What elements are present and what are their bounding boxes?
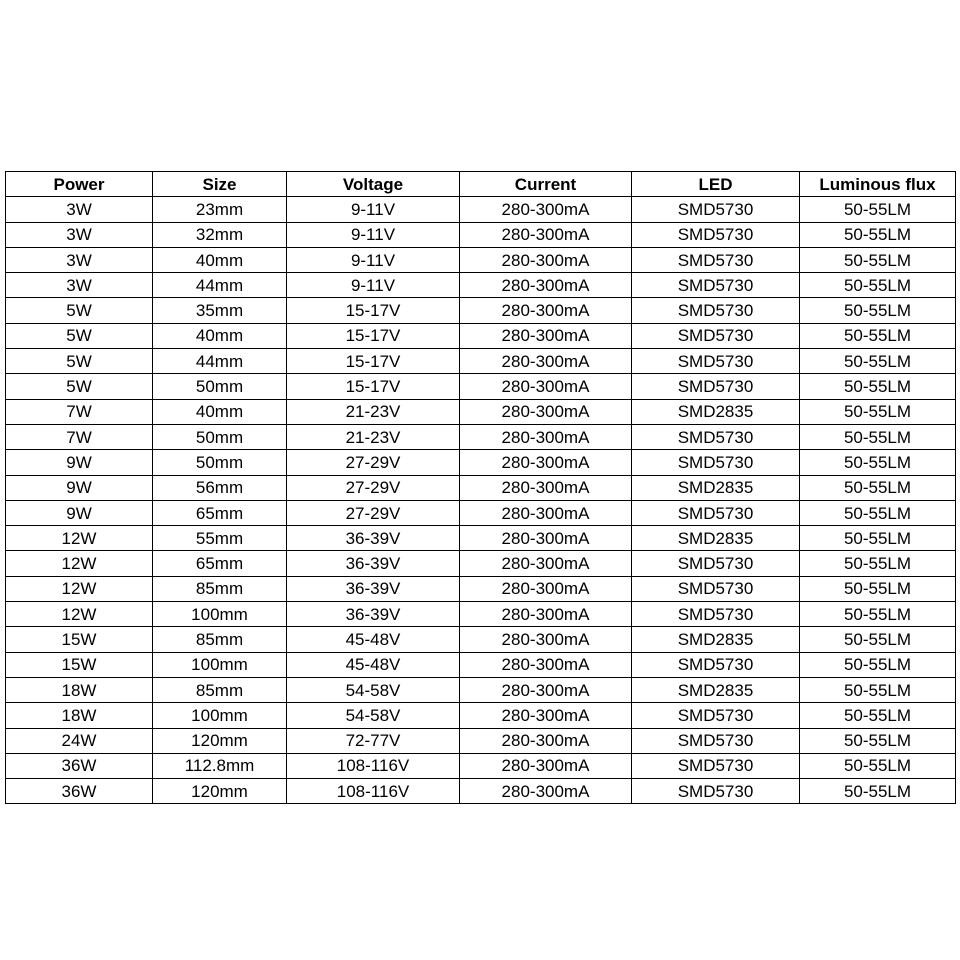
cell-voltage: 9-11V xyxy=(287,247,460,272)
cell-voltage: 54-58V xyxy=(287,703,460,728)
cell-size: 120mm xyxy=(153,728,287,753)
cell-power: 5W xyxy=(6,349,153,374)
cell-led: SMD5730 xyxy=(632,551,800,576)
cell-current: 280-300mA xyxy=(460,374,632,399)
cell-current: 280-300mA xyxy=(460,222,632,247)
cell-led: SMD5730 xyxy=(632,450,800,475)
cell-power: 5W xyxy=(6,298,153,323)
cell-voltage: 27-29V xyxy=(287,475,460,500)
cell-size: 100mm xyxy=(153,602,287,627)
cell-voltage: 36-39V xyxy=(287,576,460,601)
cell-led: SMD5730 xyxy=(632,602,800,627)
cell-size: 65mm xyxy=(153,551,287,576)
cell-current: 280-300mA xyxy=(460,323,632,348)
cell-current: 280-300mA xyxy=(460,652,632,677)
column-header-voltage: Voltage xyxy=(287,172,460,197)
cell-voltage: 27-29V xyxy=(287,450,460,475)
cell-size: 56mm xyxy=(153,475,287,500)
cell-led: SMD2835 xyxy=(632,399,800,424)
cell-current: 280-300mA xyxy=(460,424,632,449)
cell-size: 40mm xyxy=(153,399,287,424)
cell-size: 85mm xyxy=(153,677,287,702)
cell-led: SMD5730 xyxy=(632,273,800,298)
cell-power: 3W xyxy=(6,247,153,272)
cell-led: SMD5730 xyxy=(632,652,800,677)
cell-led: SMD5730 xyxy=(632,298,800,323)
cell-power: 9W xyxy=(6,475,153,500)
cell-led: SMD2835 xyxy=(632,526,800,551)
cell-current: 280-300mA xyxy=(460,475,632,500)
cell-voltage: 15-17V xyxy=(287,323,460,348)
column-header-luminous-flux: Luminous flux xyxy=(800,172,956,197)
cell-current: 280-300mA xyxy=(460,526,632,551)
cell-power: 15W xyxy=(6,627,153,652)
table-body xyxy=(6,197,956,804)
table-row xyxy=(6,728,956,753)
cell-current: 280-300mA xyxy=(460,298,632,323)
table-row xyxy=(6,551,956,576)
cell-power: 18W xyxy=(6,677,153,702)
cell-current: 280-300mA xyxy=(460,602,632,627)
table-row xyxy=(6,273,956,298)
cell-size: 50mm xyxy=(153,450,287,475)
cell-size: 50mm xyxy=(153,374,287,399)
cell-luminous-flux: 50-55LM xyxy=(800,222,956,247)
cell-led: SMD5730 xyxy=(632,424,800,449)
cell-current: 280-300mA xyxy=(460,349,632,374)
cell-luminous-flux: 50-55LM xyxy=(800,197,956,222)
column-header-led: LED xyxy=(632,172,800,197)
cell-luminous-flux: 50-55LM xyxy=(800,399,956,424)
cell-luminous-flux: 50-55LM xyxy=(800,677,956,702)
cell-voltage: 108-116V xyxy=(287,779,460,804)
cell-luminous-flux: 50-55LM xyxy=(800,627,956,652)
table-row xyxy=(6,222,956,247)
cell-current: 280-300mA xyxy=(460,779,632,804)
table-row xyxy=(6,197,956,222)
cell-size: 40mm xyxy=(153,323,287,348)
cell-current: 280-300mA xyxy=(460,450,632,475)
table-row xyxy=(6,627,956,652)
cell-current: 280-300mA xyxy=(460,399,632,424)
cell-led: SMD5730 xyxy=(632,753,800,778)
cell-led: SMD2835 xyxy=(632,627,800,652)
cell-current: 280-300mA xyxy=(460,551,632,576)
column-header-current: Current xyxy=(460,172,632,197)
cell-voltage: 27-29V xyxy=(287,500,460,525)
table-row xyxy=(6,576,956,601)
cell-size: 50mm xyxy=(153,424,287,449)
cell-power: 12W xyxy=(6,551,153,576)
cell-luminous-flux: 50-55LM xyxy=(800,374,956,399)
cell-size: 35mm xyxy=(153,298,287,323)
cell-luminous-flux: 50-55LM xyxy=(800,551,956,576)
cell-led: SMD2835 xyxy=(632,677,800,702)
cell-power: 12W xyxy=(6,526,153,551)
table-row xyxy=(6,779,956,804)
cell-size: 65mm xyxy=(153,500,287,525)
table-row xyxy=(6,323,956,348)
cell-luminous-flux: 50-55LM xyxy=(800,298,956,323)
cell-power: 9W xyxy=(6,450,153,475)
table-row xyxy=(6,677,956,702)
table-row xyxy=(6,298,956,323)
cell-led: SMD5730 xyxy=(632,197,800,222)
cell-current: 280-300mA xyxy=(460,197,632,222)
table-row xyxy=(6,349,956,374)
cell-voltage: 36-39V xyxy=(287,602,460,627)
cell-power: 36W xyxy=(6,753,153,778)
cell-current: 280-300mA xyxy=(460,677,632,702)
cell-voltage: 45-48V xyxy=(287,627,460,652)
table-row xyxy=(6,703,956,728)
cell-led: SMD5730 xyxy=(632,247,800,272)
table-row xyxy=(6,424,956,449)
table-row xyxy=(6,526,956,551)
table-row xyxy=(6,399,956,424)
cell-size: 32mm xyxy=(153,222,287,247)
cell-led: SMD5730 xyxy=(632,703,800,728)
cell-size: 85mm xyxy=(153,576,287,601)
column-header-power: Power xyxy=(6,172,153,197)
cell-voltage: 9-11V xyxy=(287,273,460,298)
cell-power: 9W xyxy=(6,500,153,525)
cell-voltage: 15-17V xyxy=(287,374,460,399)
cell-current: 280-300mA xyxy=(460,703,632,728)
cell-led: SMD5730 xyxy=(632,728,800,753)
cell-size: 85mm xyxy=(153,627,287,652)
cell-power: 7W xyxy=(6,399,153,424)
cell-current: 280-300mA xyxy=(460,728,632,753)
cell-luminous-flux: 50-55LM xyxy=(800,576,956,601)
cell-size: 44mm xyxy=(153,273,287,298)
cell-size: 23mm xyxy=(153,197,287,222)
cell-power: 12W xyxy=(6,602,153,627)
cell-luminous-flux: 50-55LM xyxy=(800,779,956,804)
table-row xyxy=(6,247,956,272)
cell-luminous-flux: 50-55LM xyxy=(800,273,956,298)
cell-led: SMD5730 xyxy=(632,323,800,348)
cell-voltage: 36-39V xyxy=(287,551,460,576)
table-row xyxy=(6,450,956,475)
cell-power: 3W xyxy=(6,197,153,222)
table-row xyxy=(6,602,956,627)
cell-voltage: 9-11V xyxy=(287,222,460,247)
cell-luminous-flux: 50-55LM xyxy=(800,349,956,374)
cell-luminous-flux: 50-55LM xyxy=(800,526,956,551)
cell-led: SMD5730 xyxy=(632,349,800,374)
cell-luminous-flux: 50-55LM xyxy=(800,703,956,728)
cell-size: 100mm xyxy=(153,703,287,728)
cell-voltage: 21-23V xyxy=(287,424,460,449)
cell-current: 280-300mA xyxy=(460,753,632,778)
cell-voltage: 54-58V xyxy=(287,677,460,702)
cell-luminous-flux: 50-55LM xyxy=(800,500,956,525)
table-row xyxy=(6,475,956,500)
cell-led: SMD5730 xyxy=(632,222,800,247)
cell-power: 12W xyxy=(6,576,153,601)
cell-led: SMD5730 xyxy=(632,576,800,601)
cell-size: 40mm xyxy=(153,247,287,272)
cell-size: 55mm xyxy=(153,526,287,551)
cell-current: 280-300mA xyxy=(460,273,632,298)
cell-power: 5W xyxy=(6,374,153,399)
cell-power: 3W xyxy=(6,222,153,247)
cell-led: SMD5730 xyxy=(632,374,800,399)
cell-current: 280-300mA xyxy=(460,627,632,652)
cell-size: 44mm xyxy=(153,349,287,374)
cell-voltage: 15-17V xyxy=(287,298,460,323)
cell-power: 36W xyxy=(6,779,153,804)
cell-current: 280-300mA xyxy=(460,247,632,272)
column-header-size: Size xyxy=(153,172,287,197)
cell-luminous-flux: 50-55LM xyxy=(800,602,956,627)
cell-luminous-flux: 50-55LM xyxy=(800,247,956,272)
cell-voltage: 36-39V xyxy=(287,526,460,551)
cell-voltage: 108-116V xyxy=(287,753,460,778)
spec-table xyxy=(5,171,956,804)
cell-luminous-flux: 50-55LM xyxy=(800,753,956,778)
cell-voltage: 21-23V xyxy=(287,399,460,424)
cell-power: 5W xyxy=(6,323,153,348)
cell-size: 100mm xyxy=(153,652,287,677)
cell-size: 120mm xyxy=(153,779,287,804)
cell-luminous-flux: 50-55LM xyxy=(800,652,956,677)
cell-led: SMD5730 xyxy=(632,779,800,804)
cell-luminous-flux: 50-55LM xyxy=(800,475,956,500)
cell-power: 15W xyxy=(6,652,153,677)
cell-luminous-flux: 50-55LM xyxy=(800,323,956,348)
cell-power: 3W xyxy=(6,273,153,298)
table-header-row xyxy=(6,172,956,197)
table-row xyxy=(6,652,956,677)
cell-luminous-flux: 50-55LM xyxy=(800,450,956,475)
cell-size: 112.8mm xyxy=(153,753,287,778)
cell-current: 280-300mA xyxy=(460,500,632,525)
cell-luminous-flux: 50-55LM xyxy=(800,728,956,753)
table-row xyxy=(6,374,956,399)
cell-voltage: 72-77V xyxy=(287,728,460,753)
cell-power: 24W xyxy=(6,728,153,753)
cell-voltage: 15-17V xyxy=(287,349,460,374)
cell-led: SMD5730 xyxy=(632,500,800,525)
table-row xyxy=(6,753,956,778)
cell-led: SMD2835 xyxy=(632,475,800,500)
cell-voltage: 45-48V xyxy=(287,652,460,677)
cell-current: 280-300mA xyxy=(460,576,632,601)
table-row xyxy=(6,500,956,525)
cell-power: 18W xyxy=(6,703,153,728)
cell-power: 7W xyxy=(6,424,153,449)
cell-luminous-flux: 50-55LM xyxy=(800,424,956,449)
cell-voltage: 9-11V xyxy=(287,197,460,222)
